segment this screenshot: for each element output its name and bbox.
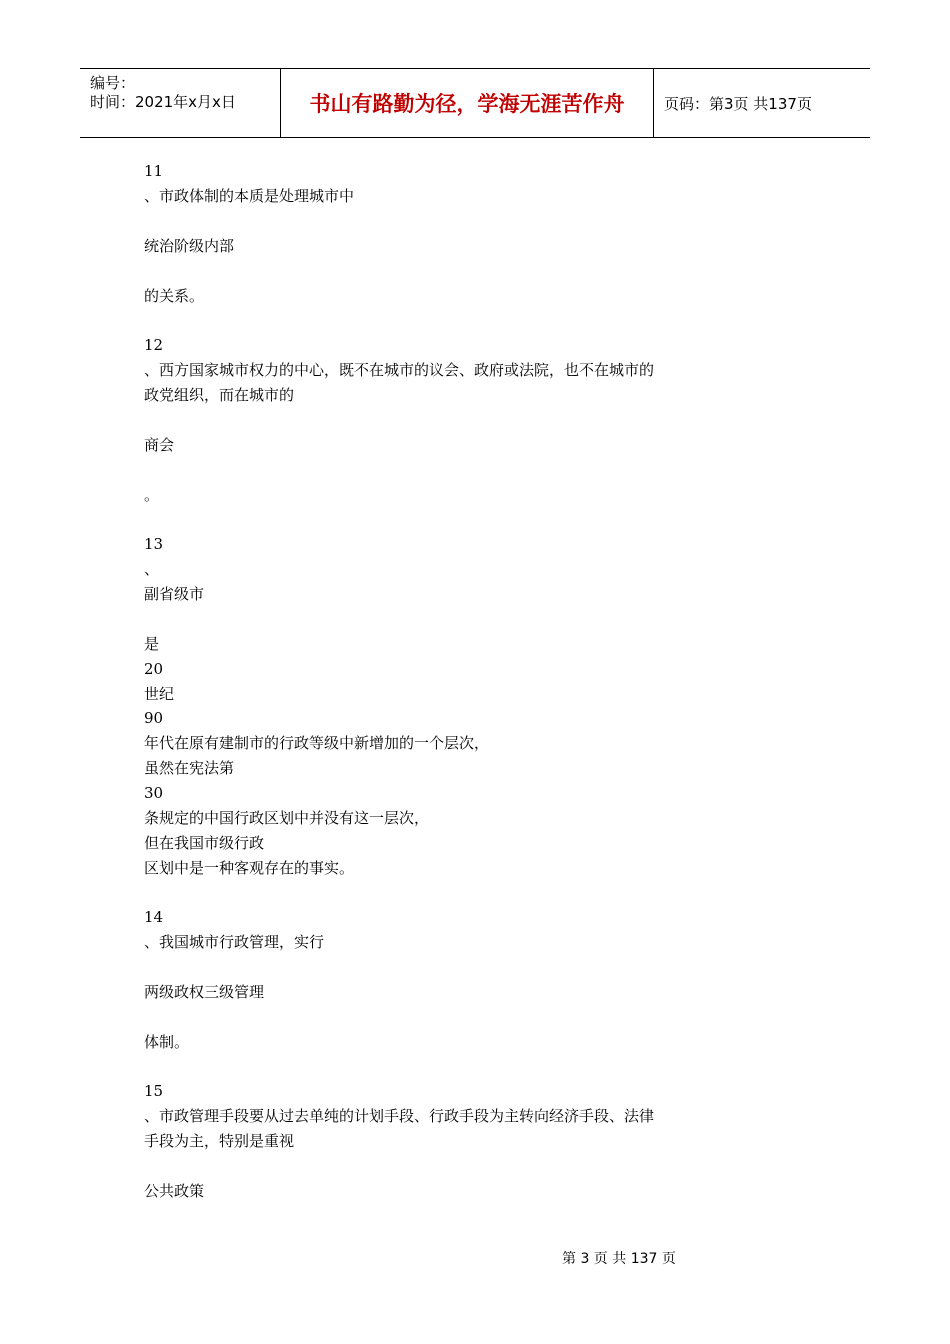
document-number-label: 编号： <box>90 74 136 92</box>
text-line: 两级政权三级管理 <box>144 983 265 1001</box>
text-line: 区划中是一种客观存在的事实。 <box>144 859 355 877</box>
text-line: 政党组织，而在城市的 <box>144 386 295 404</box>
header-page-info: 页码：第3页 共137页 <box>664 94 812 113</box>
text-line: 虽然在宪法第 <box>144 759 235 777</box>
text-line: 年代在原有建制市的行政等级中新增加的一个层次， <box>144 734 490 752</box>
text-line: 20 <box>144 660 164 678</box>
header-meta-cell <box>80 69 281 137</box>
text-line: 13 <box>144 535 164 553</box>
text-line: 。 <box>144 486 160 504</box>
text-line: 90 <box>144 709 164 727</box>
text-line: 、 <box>144 560 160 578</box>
text-line: 但在我国市级行政 <box>144 834 265 852</box>
page-footer: 第 3 页 共 137 页 <box>562 1251 676 1267</box>
text-line: 12 <box>144 336 164 354</box>
text-line: 公共政策 <box>144 1182 205 1200</box>
text-line: 条规定的中国行政区划中并没有这一层次， <box>144 809 430 827</box>
text-line: 是 <box>144 635 160 653</box>
text-line: 14 <box>144 908 164 926</box>
text-line: 30 <box>144 784 164 802</box>
text-line: 商会 <box>144 436 175 454</box>
text-line: 、西方国家城市权力的中心，既不在城市的议会、政府或法院，也不在城市的 <box>144 361 655 379</box>
header-motto: 书山有路勤为径，学海无涯苦作舟 <box>281 69 654 137</box>
text-line: 11 <box>144 162 164 180</box>
text-line: 的关系。 <box>144 287 205 305</box>
text-line: 体制。 <box>144 1033 190 1051</box>
text-line: 副省级市 <box>144 585 205 603</box>
text-line: 世纪 <box>144 685 175 703</box>
text-line: 统治阶级内部 <box>144 237 235 255</box>
text-line: 手段为主，特别是重视 <box>144 1132 295 1150</box>
text-line: 15 <box>144 1082 164 1100</box>
text-line: 、市政体制的本质是处理城市中 <box>144 187 355 205</box>
page-header <box>80 68 870 138</box>
text-line: 、我国城市行政管理，实行 <box>144 933 325 951</box>
document-date-label: 时间：2021年x月x日 <box>90 93 236 111</box>
text-line: 、市政管理手段要从过去单纯的计划手段、行政手段为主转向经济手段、法律 <box>144 1107 655 1125</box>
